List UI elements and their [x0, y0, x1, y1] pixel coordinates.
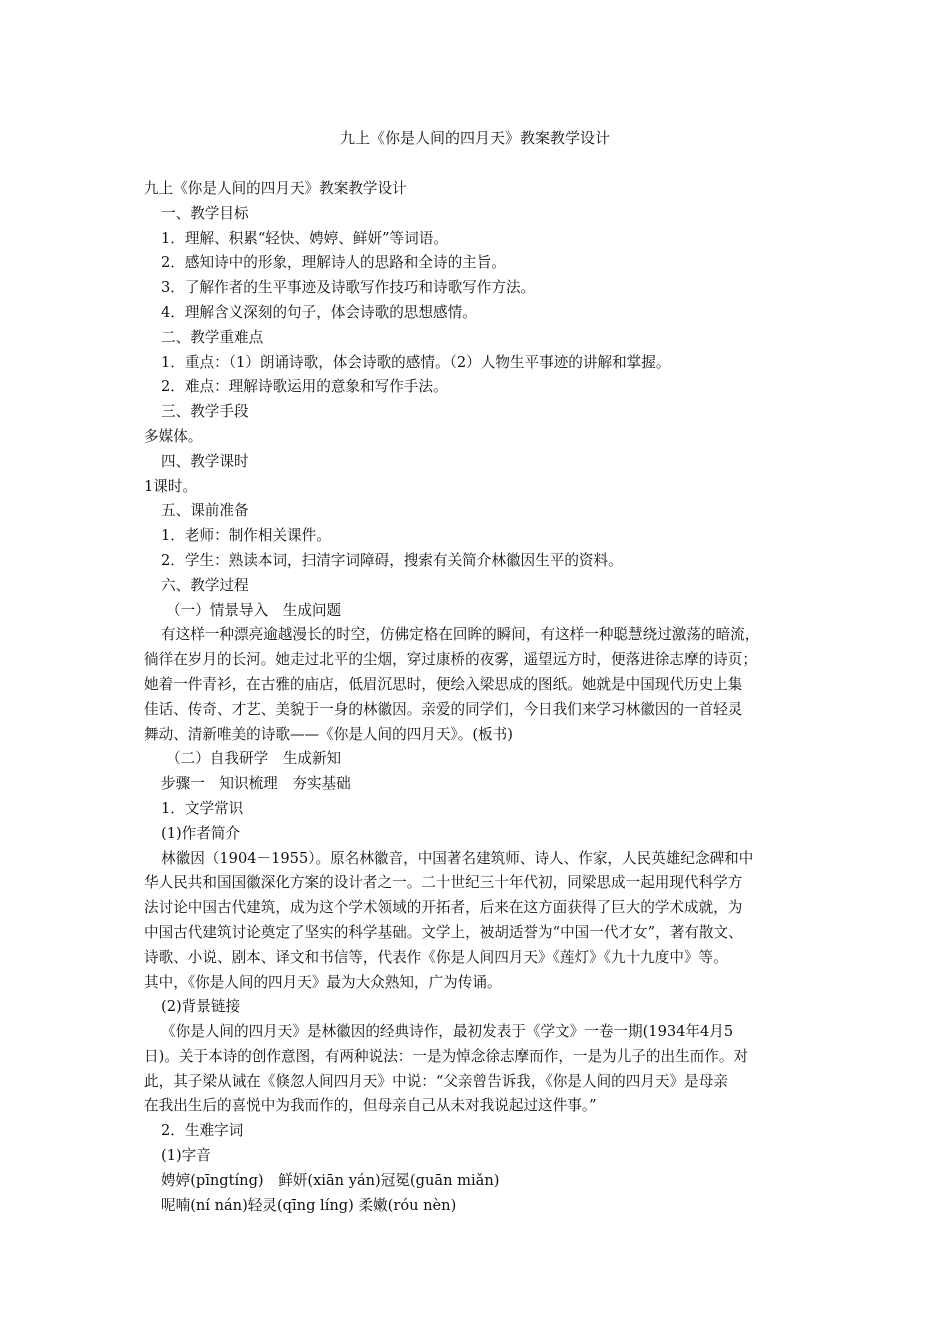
document-title: 九上《你是人间的四月天》教案教学设计: [339, 129, 610, 147]
subsection-heading-intro: （一）情景导入 生成问题: [166, 601, 342, 619]
item-heading-background: (2)背景链接: [161, 998, 241, 1016]
section-heading-goals: 一、教学目标: [161, 204, 249, 222]
paragraph-line: 徜徉在岁月的长河。她走过北平的尘烟，穿过康桥的夜雾，遥望远方时，便落进徐志摩的诗页；: [144, 651, 757, 669]
body-heading: 九上《你是人间的四月天》教案教学设计: [144, 180, 407, 197]
paragraph-line: 日)。关于本诗的创作意图，有两种说法：一是为悼念徐志摩而作，一是为儿子的出生而作。对: [144, 1047, 749, 1065]
paragraph-line: 林徽因（1904－1955）。原名林徽音，中国著名建筑师、诗人、作家，人民英雄纪念碑和中: [161, 849, 754, 867]
goal-item: 1．理解、积累“轻快、娉婷、鲜妍”等词语。: [161, 229, 448, 247]
section-heading-key-points: 二、教学重难点: [161, 328, 264, 346]
paragraph-line: 中国古代建筑讨论奠定了坚实的科学基础。文学上，被胡适誉为“中国一代才女”，著有散文、: [144, 923, 743, 941]
item-heading-vocabulary: 2．生难字词: [161, 1122, 244, 1140]
paragraph-line: 诗歌、小说、剧本、译文和书信等，代表作《你是人间四月天》《莲灯》《九十九度中》等。: [144, 948, 728, 966]
background-paragraph: [144, 1020, 810, 1119]
goal-item: 2．感知诗中的形象，理解诗人的思路和全诗的主旨。: [161, 254, 506, 272]
preparation-item: 1．老师：制作相关课件。: [161, 527, 331, 545]
paragraph-line: 有这样一种漂亮逾越漫长的时空，仿佛定格在回眸的瞬间，有这样一种聪慧绕过激荡的暗流，: [161, 626, 760, 644]
goal-item: 3．了解作者的生平事迹及诗歌写作技巧和诗歌写作方法。: [161, 279, 536, 297]
section-heading-hours: 四、教学课时: [161, 452, 249, 470]
hours-text: 1课时。: [144, 477, 198, 495]
paragraph-line: 在我出生后的喜悦中为我而作的，但母亲自己从未对我说起过这件事。”: [144, 1097, 597, 1115]
key-point-item: 1．重点：（1）朗诵诗歌，体会诗歌的感情。（2）人物生平事迹的讲解和掌握。: [161, 353, 671, 371]
paragraph-line: 其中，《你是人间的四月天》最为大众熟知，广为传诵。: [144, 973, 502, 991]
intro-paragraph: [144, 623, 810, 747]
paragraph-line: 《你是人间的四月天》是林徽因的经典诗作，最初发表于《学文》一卷一期(1934年4月5: [161, 1023, 734, 1041]
preparation-item: 2．学生：熟读本词，扫清字词障碍，搜索有关简介林徽因生平的资料。: [161, 551, 623, 569]
pronunciation-line: 呢喃(ní nán)轻灵(qīng líng) 柔嫩(róu nèn): [161, 1196, 457, 1214]
paragraph-line: 华人民共和国国徽深化方案的设计者之一。二十世纪三十年代初，同梁思成一起用现代科学方: [144, 874, 743, 892]
means-text: 多媒体。: [144, 427, 203, 445]
pronunciation-line: 娉婷(pīngtíng) 鲜妍(xiān yán)冠冕(guān miǎn): [161, 1171, 500, 1189]
goal-item: 4．理解含义深刻的句子，体会诗歌的思想感情。: [161, 303, 477, 321]
document-body: [144, 177, 810, 1218]
subsection-heading-self-study: （二）自我研学 生成新知: [166, 750, 342, 768]
paragraph-line: 此，其子梁从诫在《倏忽人间四月天》中说：“父亲曾告诉我，《你是人间的四月天》是母亲: [144, 1072, 728, 1090]
step-heading: 步骤一 知识梳理 夯实基础: [161, 775, 351, 793]
paragraph-line: 佳话、传奇、才艺、美貌于一身的林徽因。亲爱的同学们，今日我们来学习林徽因的一首轻灵: [144, 700, 743, 718]
section-heading-process: 六、教学过程: [161, 576, 249, 594]
paragraph-line: 她着一件青衫，在古雅的庙店，低眉沉思时，便绘入梁思成的图纸。她就是中国现代历史上集: [144, 675, 743, 693]
section-heading-means: 三、教学手段: [161, 403, 249, 421]
section-heading-preparation: 五、课前准备: [161, 502, 249, 520]
author-paragraph: [144, 847, 810, 996]
paragraph-line: 舞动、清新唯美的诗歌——《你是人间的四月天》。(板书): [144, 725, 513, 743]
key-point-item: 2．难点：理解诗歌运用的意象和写作手法。: [161, 378, 448, 396]
item-heading-literature: 1．文学常识: [161, 799, 244, 817]
item-heading-pronunciation: (1)字音: [161, 1147, 211, 1165]
item-heading-author: (1)作者简介: [161, 824, 241, 842]
paragraph-line: 法讨论中国古代建筑，成为这个学术领域的开拓者，后来在这方面获得了巨大的学术成就，为: [144, 899, 743, 917]
